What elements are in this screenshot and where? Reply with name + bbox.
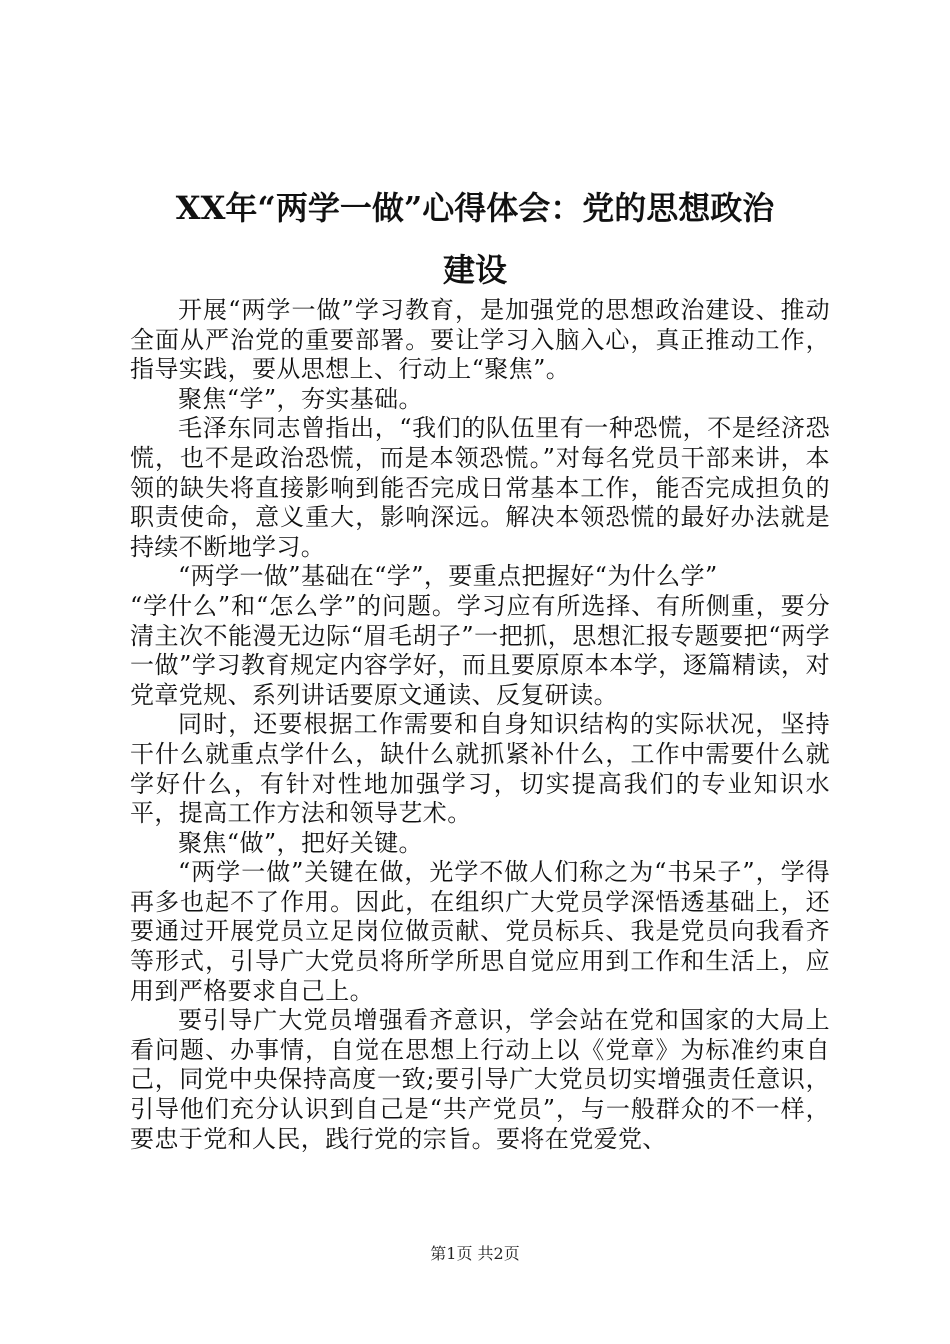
paragraph: 同时，还要根据工作需要和自身知识结构的实际状况，坚持干什么就重点学什么，缺什么就抓紧补什么，工作中需要什么就学好什么，有针对性地加强学习，切实提高我们的专业知识水平，提高工作方法和领导艺术。	[130, 710, 830, 828]
paragraph: 要引导广大党员增强看齐意识，学会站在党和国家的大局上看问题、办事情，自觉在思想上行动上以《党章》为标准约束自己，同党中央保持高度一致;要引导广大党员切实增强责任意识，引导他们充分认识到自己是“共产党员”，与一般群众的不一样，要忠于党和人民，践行党的宗旨。要将在党爱党、	[130, 1006, 830, 1153]
paragraph: “两学一做”基础在“学”，要重点把握好“为什么学”	[178, 562, 718, 591]
document-title-line-1: XX年“两学一做”心得体会：党的思想政治	[175, 189, 775, 227]
paragraph: “学什么”和“怎么学”的问题。学习应有所选择、有所侧重，要分清主次不能漫无边际“眉毛胡子”一把抓，思想汇报专题要把“两学一做”学习教育规定内容学好，而且要原原本本学，逐篇精读，对党章党规、系列讲话要原文通读、反复研读。	[130, 591, 830, 709]
document-title-line-2: 建设	[442, 251, 507, 289]
paragraph: “两学一做”关键在做，光学不做人们称之为“书呆子”，学得再多也起不了作用。因此，在组织广大党员学深悟透基础上，还要通过开展党员立足岗位做贡献、党员标兵、我是党员向我看齐等形式，引导广大党员将所学所思自觉应用到工作和生活上，应用到严格要求自己上。	[130, 858, 830, 1005]
section-heading: 聚焦“做”，把好关键。	[178, 828, 423, 857]
section-heading: 聚焦“学”，夯实基础。	[178, 384, 423, 413]
paragraph: 开展“两学一做”学习教育，是加强党的思想政治建设、推动全面从严治党的重要部署。要让学习入脑入心，真正推动工作，指导实践，要从思想上、行动上“聚焦”。	[130, 296, 830, 384]
paragraph: 毛泽东同志曾指出，“我们的队伍里有一种恐慌，不是经济恐慌，也不是政治恐慌，而是本领恐慌。”对每名党员干部来讲，本领的缺失将直接影响到能否完成日常基本工作，能否完成担负的职责使命，意义重大，影响深远。解决本领恐慌的最好办法就是持续不断地学习。	[130, 414, 830, 561]
page-footer: 第1页 共2页	[430, 1244, 520, 1263]
document-body	[130, 296, 830, 1154]
